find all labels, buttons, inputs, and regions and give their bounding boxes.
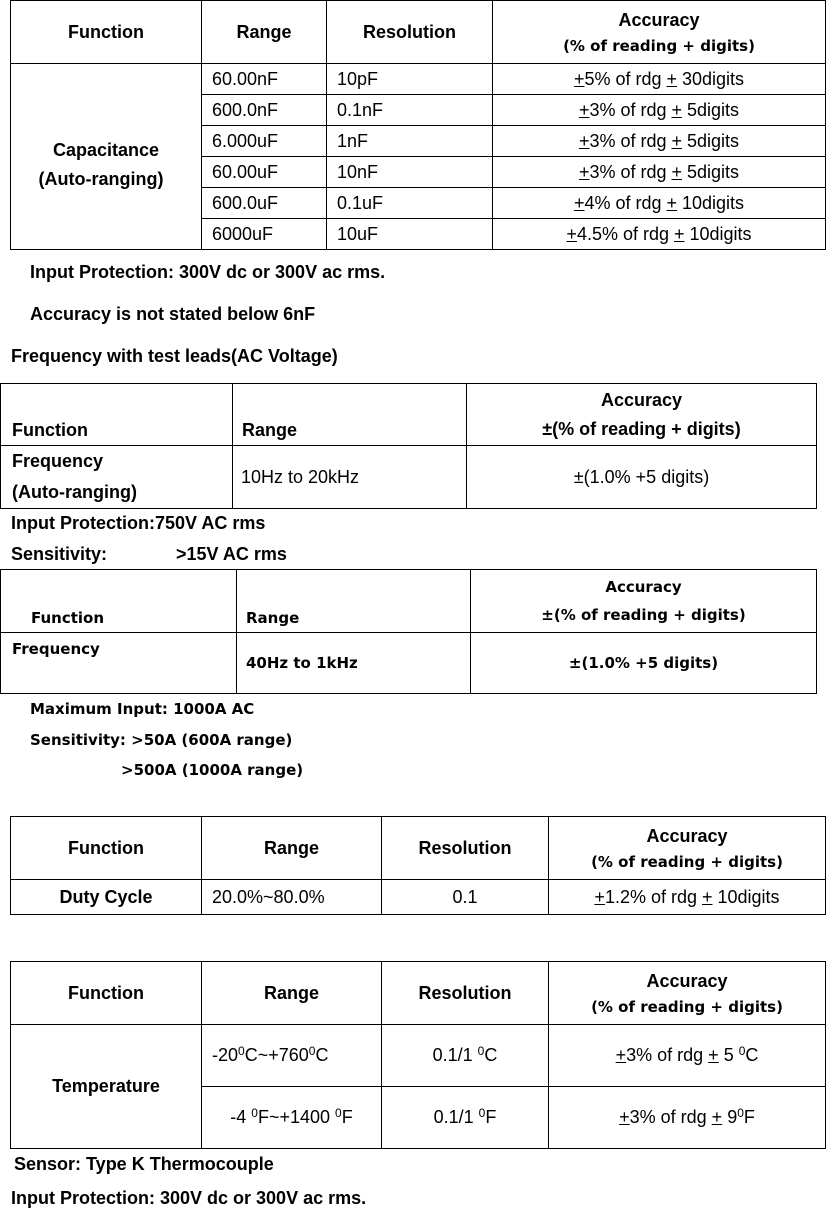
freq-note-protection: Input Protection:750V AC rms <box>11 513 266 533</box>
header-resolution: Resolution <box>382 962 549 1025</box>
cap-note-accuracy: Accuracy is not stated below 6nF <box>30 304 316 324</box>
frequency-table <box>0 383 817 509</box>
table-cell: ±(1.0% +5 digits) <box>471 633 817 694</box>
table-cell: 6.000uF <box>202 126 327 157</box>
header-resolution: Resolution <box>382 817 549 880</box>
table-cell: $-20^0C\sim+760^0C$ <box>202 1025 382 1087</box>
table-cell: -4 $^0$F~+1400 $^0$F <box>202 1087 382 1149</box>
capacitance-table <box>10 0 826 250</box>
freq-function-cell: Frequency (Auto-ranging) <box>1 446 233 509</box>
table-cell: +3% of rdg + 5digits <box>493 157 826 188</box>
header-range: Range <box>237 570 471 633</box>
clamp-note-sensitivity: Sensitivity: >50A (600A range) <box>30 731 293 749</box>
table-cell: 10uF <box>327 219 493 250</box>
header-range: Range <box>233 384 467 446</box>
duty-function-cell: Duty Cycle <box>11 880 202 915</box>
table-cell: 10pF <box>327 64 493 95</box>
table-cell: ±(1.0% +5 digits) <box>467 446 817 509</box>
table-cell: +3% of rdg + $9^0F$ <box>549 1087 826 1149</box>
table-cell: 0.1/1 $^0$C <box>382 1025 549 1087</box>
frequency-clamp-table <box>0 569 817 694</box>
table-cell: 600.0uF <box>202 188 327 219</box>
table-cell: +3% of rdg + 5 $^0$C <box>549 1025 826 1087</box>
clamp-note-sensitivity-2: >500A (1000A range) <box>121 761 304 779</box>
table-cell: +3% of rdg + 5digits <box>493 126 826 157</box>
table-cell: +3% of rdg + 5digits <box>493 95 826 126</box>
table-cell: 600.0nF <box>202 95 327 126</box>
table-cell: 1nF <box>327 126 493 157</box>
cap-function-cell: Capacitance (Auto-ranging) <box>11 64 202 250</box>
header-function: Function <box>1 384 233 446</box>
header-accuracy: Accuracy ±(% of reading + digits) <box>467 384 817 446</box>
table-cell: 10nF <box>327 157 493 188</box>
table-cell: 0.1uF <box>327 188 493 219</box>
freq-note-sensitivity-value: >15V AC rms <box>176 544 287 564</box>
header-range: Range <box>202 817 382 880</box>
table-cell: 0.1nF <box>327 95 493 126</box>
temp-note-sensor: Sensor: Type K Thermocouple <box>14 1154 274 1174</box>
clamp-note-max-input: Maximum Input: 1000A AC <box>30 700 255 718</box>
table-cell: 6000uF <box>202 219 327 250</box>
cap-note-protection: Input Protection: 300V dc or 300V ac rms. <box>30 262 386 282</box>
table-cell: +1.2% of rdg + 10digits <box>549 880 826 915</box>
table-cell: 20.0%~80.0% <box>202 880 382 915</box>
table-cell: 10Hz to 20kHz <box>233 446 467 509</box>
table-cell: 40Hz to 1kHz <box>237 633 471 694</box>
header-accuracy: Accuracy (% of reading + digits) <box>493 1 826 64</box>
header-accuracy: Accuracy (% of reading + digits) <box>549 962 826 1025</box>
header-range: Range <box>202 962 382 1025</box>
header-function: Function <box>11 962 202 1025</box>
duty-cycle-table <box>10 816 826 915</box>
header-function: Function <box>1 570 237 633</box>
header-function: Function <box>11 817 202 880</box>
table-cell: +5% of rdg + 30digits <box>493 64 826 95</box>
header-range: Range <box>202 1 327 64</box>
table-cell: 0.1/1 $^0$F <box>382 1087 549 1149</box>
table-cell: +4.5% of rdg + 10digits <box>493 219 826 250</box>
temp-note-protection: Input Protection: 300V dc or 300V ac rms. <box>11 1188 367 1208</box>
table-cell: 0.1 <box>382 880 549 915</box>
table-cell: 60.00uF <box>202 157 327 188</box>
freq2-function-cell: Frequency <box>1 633 237 694</box>
table-cell: 60.00nF <box>202 64 327 95</box>
header-resolution: Resolution <box>327 1 493 64</box>
header-accuracy: Accuracy (% of reading + digits) <box>549 817 826 880</box>
freq-note-sensitivity-label: Sensitivity: <box>11 544 108 564</box>
table-cell: +4% of rdg + 10digits <box>493 188 826 219</box>
header-accuracy: Accuracy ±(% of reading + digits) <box>471 570 817 633</box>
temperature-table <box>10 961 826 1149</box>
header-function: Function <box>11 1 202 64</box>
temp-function-cell: Temperature <box>11 1025 202 1149</box>
freq-section-title: Frequency with test leads(AC Voltage) <box>11 346 338 366</box>
